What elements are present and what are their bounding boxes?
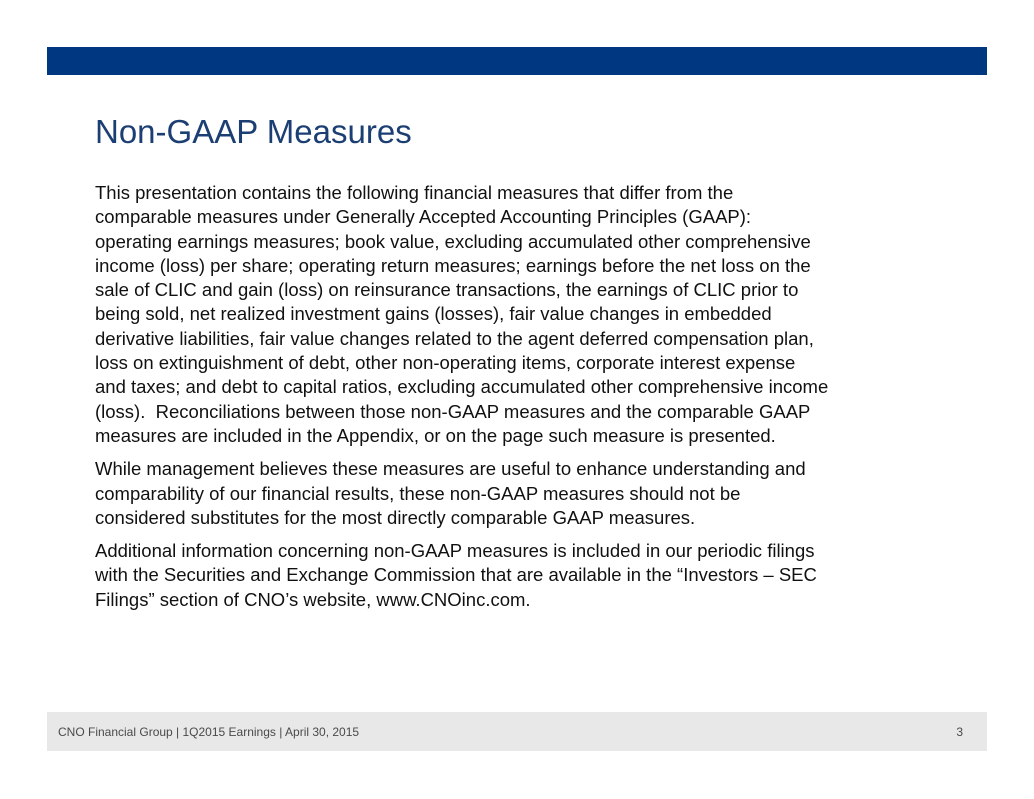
- top-banner-bar: [47, 47, 987, 75]
- slide-footer: [47, 712, 987, 751]
- paragraph-line: measures are included in the Appendix, or on the page such measure is presented.: [95, 424, 776, 446]
- paragraph-additional-info: [95, 539, 975, 612]
- paragraph-line: operating earnings measures; book value, excluding accumulated other comprehensive: [95, 230, 811, 252]
- paragraph-definitions: [95, 181, 975, 448]
- paragraph-line: (loss). Reconciliations between those non-GAAP measures and the comparable GAAP: [95, 400, 811, 422]
- paragraph-line: derivative liabilities, fair value changes related to the agent deferred compensation plan,: [95, 327, 814, 349]
- paragraph-line: loss on extinguishment of debt, other non-operating items, corporate interest expense: [95, 352, 796, 374]
- paragraph-management-view: [95, 457, 975, 530]
- paragraph-line: comparable measures under Generally Accepted Accounting Principles (GAAP):: [95, 206, 752, 228]
- paragraph-line: and taxes; and debt to capital ratios, excluding accumulated other comprehensive income: [95, 376, 829, 398]
- page-number: 3: [956, 725, 963, 739]
- paragraph-line: comparability of our financial results, these non-GAAP measures should not be: [95, 482, 741, 504]
- paragraph-line: This presentation contains the following financial measures that differ from the: [95, 182, 734, 203]
- paragraph-line: sale of CLIC and gain (loss) on reinsurance transactions, the earnings of CLIC prior to: [95, 279, 799, 301]
- paragraph-line: being sold, net realized investment gains (losses), fair value changes in embedded: [95, 303, 772, 325]
- paragraph-line: with the Securities and Exchange Commission that are available in the “Investors – SEC: [95, 564, 817, 586]
- paragraph-line: income (loss) per share; operating return measures; earnings before the net loss on the: [95, 254, 811, 276]
- slide-title: Non-GAAP Measures: [95, 113, 412, 150]
- paragraph-line: Additional information concerning non-GAAP measures is included in our periodic filings: [95, 540, 815, 562]
- footer-caption: CNO Financial Group | 1Q2015 Earnings | April 30, 2015: [58, 725, 360, 739]
- paragraph-line: Filings” section of CNO’s website, www.CNOinc.com.: [95, 588, 531, 610]
- slide-body: [95, 181, 975, 612]
- paragraph-line: considered substitutes for the most directly comparable GAAP measures.: [95, 506, 696, 528]
- paragraph-line: While management believes these measures are useful to enhance understanding and: [95, 458, 806, 480]
